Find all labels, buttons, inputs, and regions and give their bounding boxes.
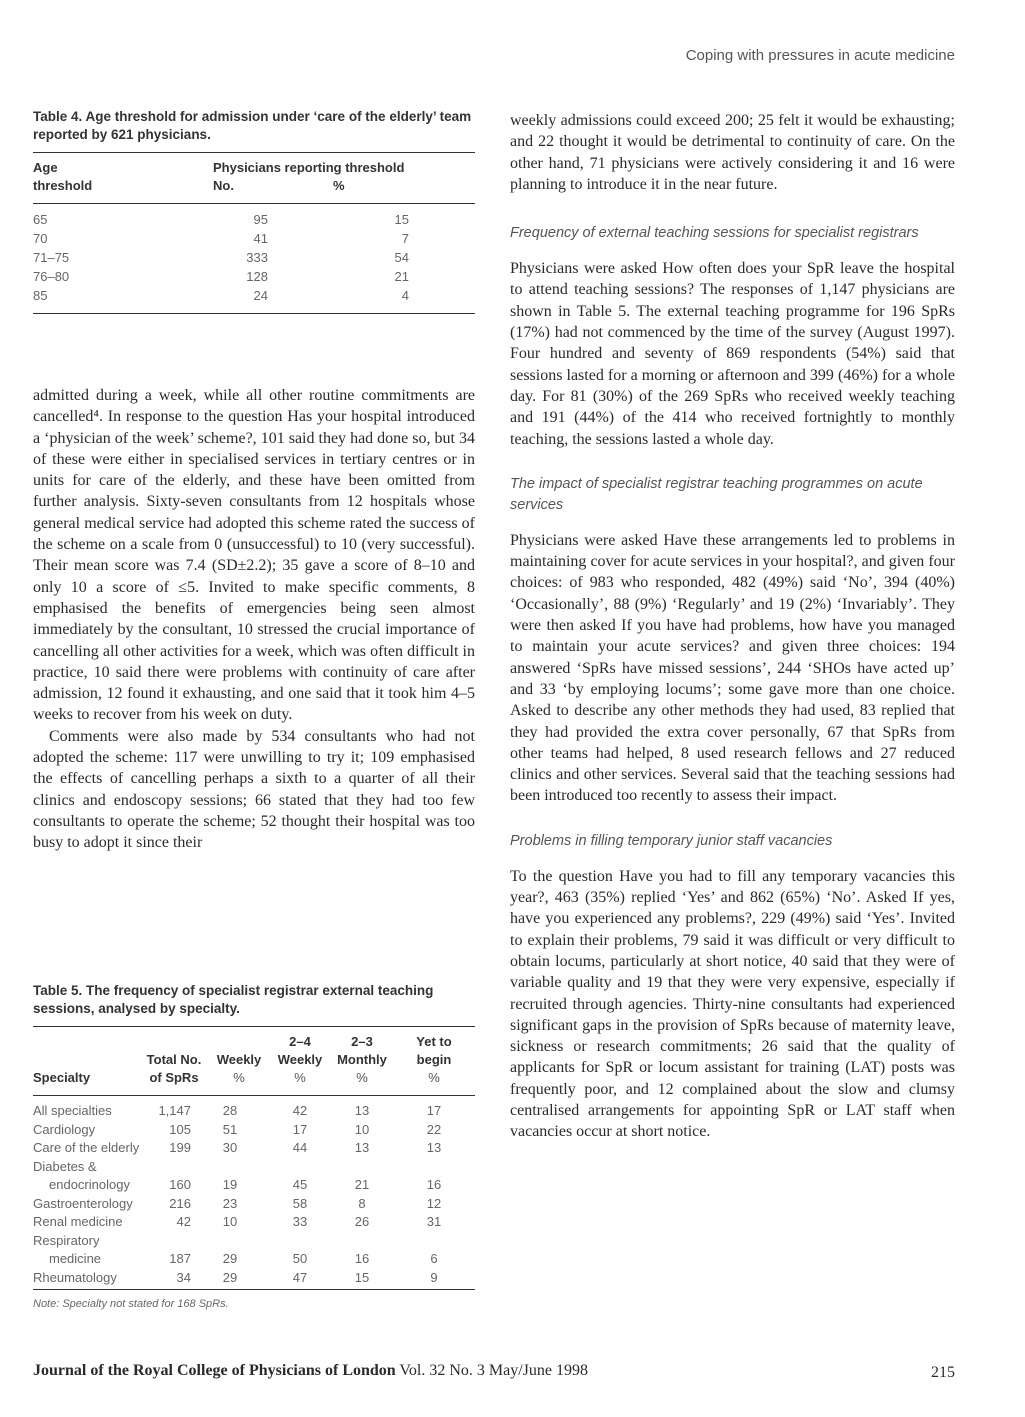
cell-specialty: Cardiology	[33, 1121, 96, 1137]
table-rule	[33, 203, 475, 204]
table-row	[33, 1158, 475, 1177]
table-5-header	[33, 1033, 475, 1087]
paragraph: admitted during a week, while all other routine commitments are cancelled⁴. In response to the question Has your hospital introduced a ‘physician of the week’ scheme?, 101 said they had done so, but 34 of these were either in specialised services in tertiary centres or in units for care of the elderly, and these have been omitted from further analysis. Sixty-seven consultants from 12 hospitals whose general medical service had adopted this scheme rated the success of the scheme on a scale from 0 (unsuccessful) to 10 (very successful). Their mean score was 7.4 (SD±2.2); 35 gave a score of 8–10 and only 10 a score of ≤5. Invited to make specific comments, 8 emphasised the benefits of emergencies being seen almost immediately by the consultant, 10 stressed the crucial importance of cancelling all other activities for a week, which was often difficult in practice, 10 said there were problems with continuity of care after admission, 12 found it exhausting, and one said that it took him 4–5 weeks to recover from his week on duty.	[33, 387, 475, 724]
table-row	[33, 248, 475, 267]
table-5-caption: Table 5. The frequency of specialist registrar external teaching sessions, analysed by specialty.	[33, 983, 434, 1016]
cell: 10	[354, 1121, 370, 1137]
cell: 15	[354, 1269, 370, 1285]
cell: 9	[430, 1269, 438, 1285]
cell-age: 85	[33, 288, 48, 303]
cell-specialty: Respiratory	[33, 1232, 100, 1248]
table-row	[33, 1121, 475, 1140]
section-heading: Frequency of external teaching sessions for specialist registrars	[510, 225, 919, 242]
paragraph: Physicians were asked How often does your SpR leave the hospital to attend teaching sessions? The responses of 1,147 physicians are shown in Table 5. The external teaching programme for 196 SpRs (17%) had not commenced by the time of the survey (August 1997). Four hundred and seventy of 869 respondents (54%) said that sessions lasted for a morning or afternoon and 399 (46%) for a whole day. For 81 (30%) of the 269 SpRs who received weekly teaching and 191 (44%) of the 414 who received fortnightly to monthly teaching, the sessions lasted a whole day.	[510, 260, 955, 448]
cell: 28	[222, 1103, 238, 1118]
table-row	[33, 1139, 475, 1158]
cell-age: 65	[33, 212, 48, 227]
cell: 8	[358, 1195, 366, 1211]
cell-specialty: Gastroenterology	[33, 1195, 133, 1211]
header-cell: Yet to	[416, 1034, 452, 1049]
table-rule	[33, 152, 475, 153]
cell: 33	[292, 1214, 308, 1229]
cell-specialty: endocrinology	[49, 1177, 130, 1192]
header-cell: Total No.	[146, 1052, 202, 1067]
cell: 29	[222, 1251, 238, 1266]
section-heading: Problems in filling temporary junior staff vacancies	[510, 832, 833, 849]
table-header-age-2: threshold	[33, 178, 93, 193]
header-cell: %	[428, 1070, 440, 1085]
cell: 13	[354, 1103, 370, 1118]
table-4-body	[33, 210, 475, 305]
cell: 47	[292, 1269, 308, 1285]
cell-specialty: medicine	[49, 1251, 102, 1266]
cell: 45	[292, 1177, 308, 1192]
table-row	[33, 286, 475, 305]
cell: 23	[222, 1195, 238, 1211]
cell: 16	[426, 1177, 442, 1192]
header-cell: Weekly	[277, 1052, 323, 1067]
paragraph: Comments were also made by 534 consultants who had not adopted the scheme: 117 were unwilling to try it; 109 emphasised the effects of cancelling perhaps a sixth to a quarter of all their clinics and endoscopy sessions; 66 stated that they had too few consultants to operate the scheme; 52 thought their hospital was too busy to adopt it since their	[33, 727, 475, 852]
table-5-note: Note: Specialty not stated for 168 SpRs.	[33, 1298, 229, 1310]
cell: 51	[222, 1121, 238, 1137]
header-cell: Specialty	[33, 1070, 91, 1085]
cell: 187	[169, 1251, 191, 1266]
cell: 29	[222, 1269, 238, 1285]
table-header-age: Age	[33, 160, 58, 175]
table-row	[33, 1232, 475, 1251]
table-row	[33, 1176, 475, 1195]
table-4	[33, 108, 475, 383]
cell-no: 95	[253, 212, 268, 227]
footer	[33, 1362, 588, 1380]
cell: 42	[292, 1103, 308, 1118]
cell-no: 41	[253, 231, 268, 246]
header-cell: %	[356, 1070, 368, 1085]
header-cell: begin	[416, 1052, 452, 1067]
left-column	[33, 108, 475, 1310]
cell-age: 76–80	[33, 269, 70, 284]
running-head: Coping with pressures in acute medicine	[685, 47, 955, 64]
cell: 30	[222, 1140, 238, 1155]
cell: 12	[426, 1195, 442, 1211]
table-header-no: No.	[213, 178, 234, 193]
cell-pct: 7	[401, 231, 409, 246]
cell-age: 71–75	[33, 250, 70, 265]
cell: 21	[354, 1177, 370, 1192]
cell-no: 24	[253, 288, 268, 303]
cell: 19	[222, 1177, 238, 1192]
cell: 105	[169, 1121, 191, 1137]
table-4-grid	[33, 159, 475, 195]
cell: 6	[430, 1251, 438, 1266]
cell-specialty: All specialties	[33, 1103, 112, 1118]
table-5-body	[33, 1102, 475, 1287]
paragraph: To the question Have you had to fill any temporary vacancies this year?, 463 (35%) replied ‘Yes’ and 862 (65%) ‘No’. Asked If yes, have you experienced any problems?, 229 (49%) said ‘Yes’. Invited to explain their problems, 79 said it was difficult or very difficult to obtain locums, particularly at short notice, 40 said that they were of variable quality and 19 that they were very expensive, especially if recruited through agencies. Thirty-nine consultants had experienced significant gaps in the provision of SpRs because of maternity leave, sickness or research commitments; 26 said that the quality of applicants for SpR or locum assistant for training (LAT) posts was frequently poor, and 12 complained about the slow and clumsy centralised arrangements for appointing SpR or LAT staff when vacancies occur at short notice.	[510, 867, 955, 1141]
table-row	[33, 1102, 475, 1121]
cell-pct: 15	[394, 212, 409, 227]
cell: 1,147	[158, 1103, 191, 1118]
cell: 34	[176, 1269, 191, 1285]
table-header-group: Physicians reporting threshold	[213, 160, 405, 175]
cell-pct: 21	[394, 269, 409, 284]
table-row	[33, 1250, 475, 1269]
cell-specialty: Renal medicine	[33, 1214, 123, 1229]
table-row	[33, 1195, 475, 1214]
cell: 160	[169, 1177, 191, 1192]
table-5	[33, 982, 475, 1310]
table-row	[33, 210, 475, 229]
table-4-caption: Table 4. Age threshold for admission under ‘care of the elderly’ team reported by 621 physicians.	[33, 109, 472, 142]
table-rule	[33, 1289, 475, 1290]
cell: 22	[426, 1121, 442, 1137]
cell-specialty: Care of the elderly	[33, 1140, 140, 1155]
cell: 216	[169, 1195, 191, 1211]
header-cell: 2–3	[351, 1034, 373, 1049]
table-row	[33, 1269, 475, 1288]
cell: 17	[292, 1121, 308, 1137]
header-cell: 2–4	[289, 1034, 311, 1049]
table-header-pct: %	[333, 178, 345, 193]
cell: 31	[426, 1214, 442, 1229]
table-row	[33, 1213, 475, 1232]
table-rule	[33, 313, 475, 314]
cell-pct: 54	[394, 250, 409, 265]
cell-no: 128	[246, 269, 268, 284]
cell: 16	[354, 1251, 370, 1266]
cell-specialty: Rheumatology	[33, 1269, 117, 1285]
cell: 10	[222, 1214, 238, 1229]
cell: 44	[292, 1140, 308, 1155]
cell-specialty: Diabetes &	[33, 1158, 97, 1174]
header-cell: %	[294, 1070, 306, 1085]
paragraph: Physicians were asked Have these arrangements led to problems in maintaining cover for acute services in your hospital?, and given four choices: of 983 who responded, 482 (49%) said ‘No’, 394 (40%) ‘Occasionally’, 88 (9%) ‘Regularly’ and 19 (2%) ‘Invariably’. They were then asked If you have had problems, how have you managed to maintain your acute services? and given three choices: 194 answered ‘SpRs have missed sessions’, 244 ‘SHOs have acted up’ and 33 ‘by employing locums’; some gave more than one choice. Asked to describe any other methods they had used, 83 replied that they had provided the extra cover personally, 67 that SpRs from other teams had helped, 8 used research fellows and 27 reduced clinics and other services. Several said that the teaching sessions had been introduced too recently to assess their impact.	[510, 531, 955, 805]
header-cell: Monthly	[337, 1052, 387, 1067]
cell: 50	[292, 1251, 308, 1266]
left-body-text	[33, 385, 475, 854]
cell: 13	[426, 1140, 442, 1155]
table-row	[33, 267, 475, 286]
table-rule	[33, 1095, 475, 1096]
cell-pct: 4	[401, 288, 409, 303]
right-column	[510, 110, 955, 1143]
header-cell: %	[233, 1070, 245, 1085]
cell: 13	[354, 1140, 370, 1155]
paragraph: weekly admissions could exceed 200; 25 felt it would be exhausting; and 22 thought it would be detrimental to continuity of care. On the other hand, 71 physicians were actively considering it and 16 were planning to introduce it in the near future.	[510, 112, 955, 193]
cell-no: 333	[246, 250, 268, 265]
cell-age: 70	[33, 231, 48, 246]
table-row	[33, 229, 475, 248]
header-cell: of SpRs	[149, 1070, 199, 1085]
cell: 26	[354, 1214, 370, 1229]
cell: 42	[176, 1214, 191, 1229]
cell: 17	[426, 1103, 442, 1118]
journal-title: Journal of the Royal College of Physicians of London	[33, 1362, 396, 1379]
header-cell: Weekly	[216, 1052, 262, 1067]
page-number: 215	[931, 1364, 955, 1381]
cell: 58	[292, 1195, 308, 1211]
cell: 199	[169, 1140, 191, 1155]
table-rule	[33, 1026, 475, 1027]
journal-volume: Vol. 32 No. 3 May/June 1998	[399, 1362, 588, 1379]
section-heading: The impact of specialist registrar teaching programmes on acute services	[510, 475, 923, 513]
